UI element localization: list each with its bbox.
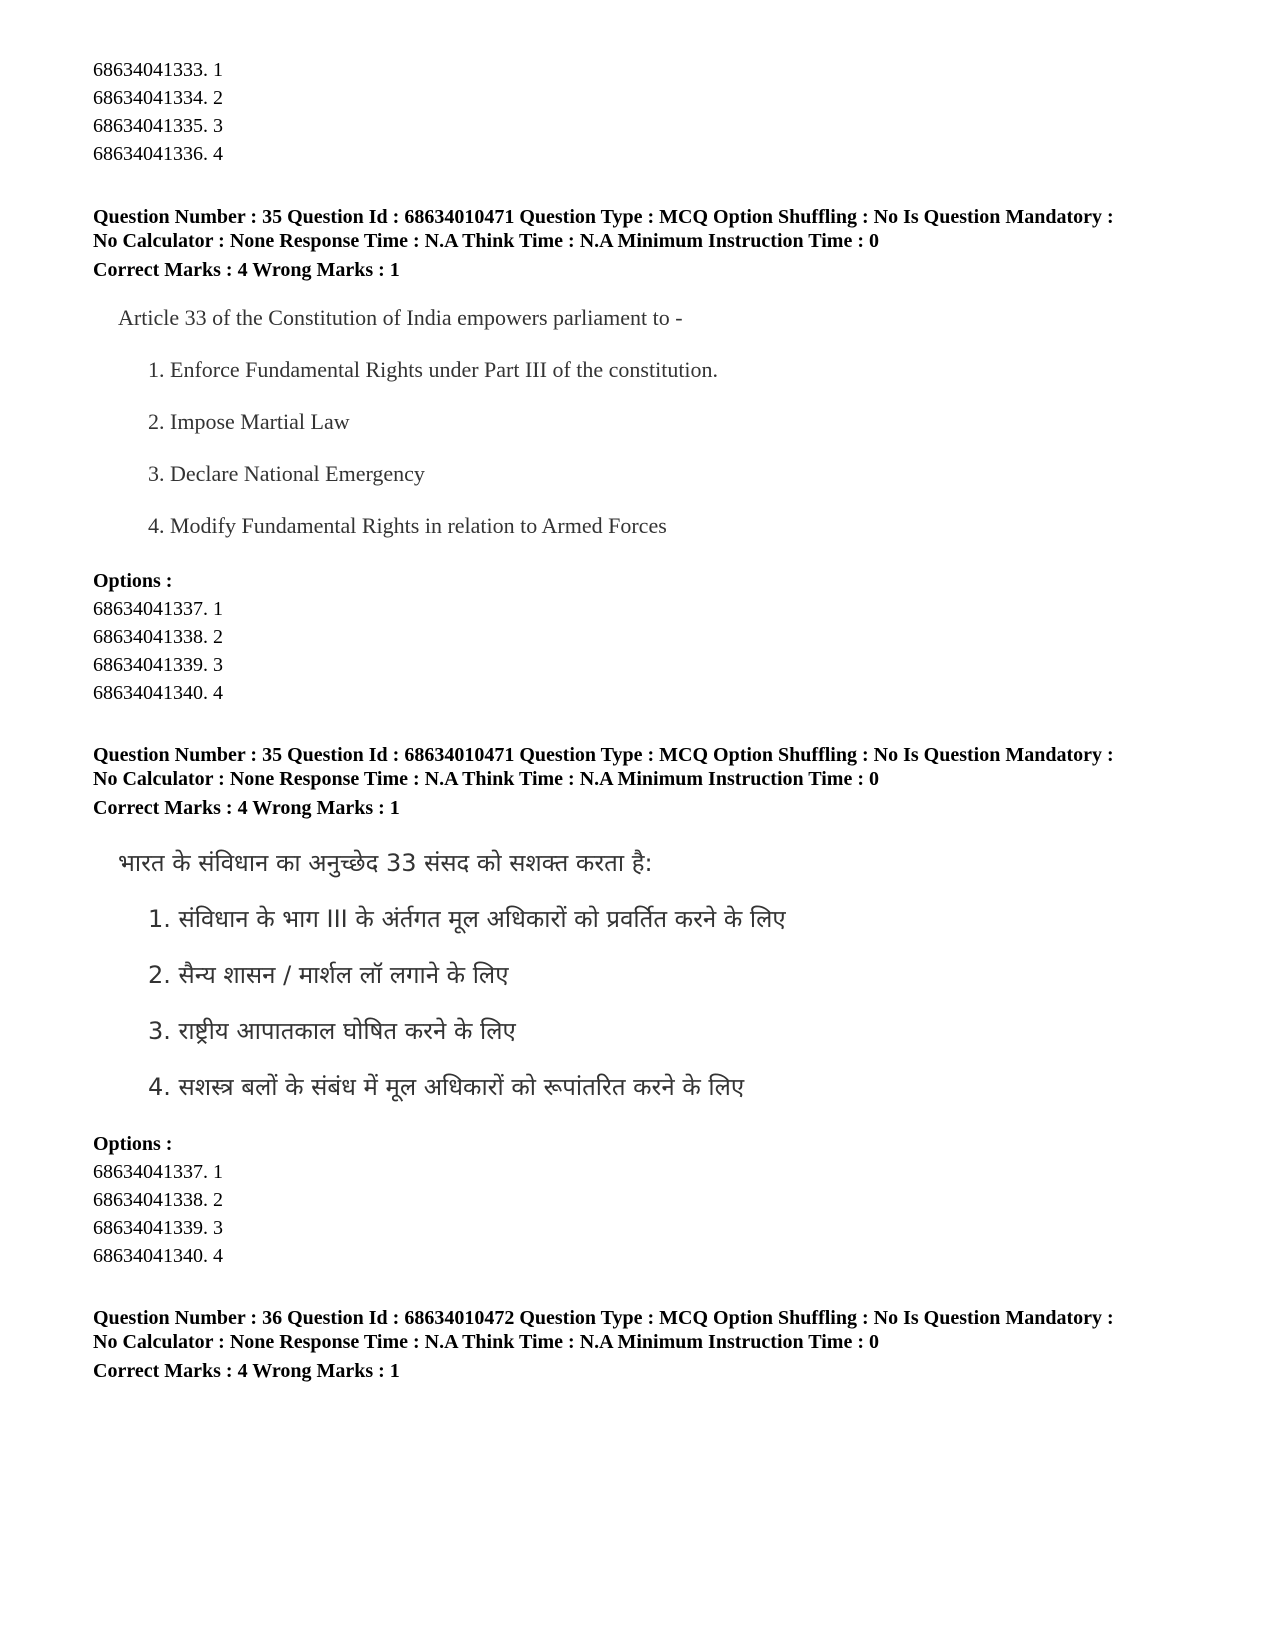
option-line: 68634041336. 4 bbox=[93, 143, 223, 165]
question-marks: Correct Marks : 4 Wrong Marks : 1 bbox=[93, 259, 400, 281]
options-section bbox=[93, 1130, 1213, 1270]
question-statement: 3. राष्ट्रीय आपातकाल घोषित करने के लिए bbox=[148, 1017, 516, 1045]
option-line: 68634041340. 4 bbox=[93, 1245, 223, 1267]
question-statement: 2. Impose Martial Law bbox=[148, 409, 350, 434]
question-header bbox=[93, 205, 1213, 284]
question-stem: Article 33 of the Constitution of India empowers parliament to - bbox=[118, 305, 683, 330]
option-line: 68634041339. 3 bbox=[93, 1217, 223, 1239]
question-meta-line-2: No Calculator : None Response Time : N.A Think Time : N.A Minimum Instruction Time : 0 bbox=[93, 230, 879, 252]
option-line: 68634041337. 1 bbox=[93, 598, 223, 620]
question-statement: 3. Declare National Emergency bbox=[148, 461, 425, 486]
option-line: 68634041338. 2 bbox=[93, 1189, 223, 1211]
question-meta-line-2: No Calculator : None Response Time : N.A Think Time : N.A Minimum Instruction Time : 0 bbox=[93, 1331, 879, 1353]
question-statement: 4. सशस्त्र बलों के संबंध में मूल अधिकारों को रूपांतरित करने के लिए bbox=[148, 1073, 745, 1101]
question-meta-line-2: No Calculator : None Response Time : N.A Think Time : N.A Minimum Instruction Time : 0 bbox=[93, 768, 879, 790]
option-line: 68634041340. 4 bbox=[93, 682, 223, 704]
question-statement: 1. Enforce Fundamental Rights under Part III of the constitution. bbox=[148, 357, 719, 382]
option-line: 68634041339. 3 bbox=[93, 654, 223, 676]
option-line: 68634041333. 1 bbox=[93, 59, 223, 81]
question-body bbox=[118, 303, 1018, 541]
question-body-hindi bbox=[118, 846, 1018, 1104]
question-stem: भारत के संविधान का अनुच्छेद 33 संसद को सशक्त करता है: bbox=[118, 849, 653, 877]
question-marks: Correct Marks : 4 Wrong Marks : 1 bbox=[93, 1360, 400, 1382]
question-header bbox=[93, 743, 1213, 822]
option-line: 68634041334. 2 bbox=[93, 87, 223, 109]
question-meta-line-1: Question Number : 35 Question Id : 68634010471 Question Type : MCQ Option Shuffling : No Is Question Mandatory : bbox=[93, 206, 1114, 228]
option-line: 68634041335. 3 bbox=[93, 115, 223, 137]
top-options-list bbox=[93, 56, 1213, 168]
options-section bbox=[93, 567, 1213, 707]
question-meta-line-1: Question Number : 35 Question Id : 68634010471 Question Type : MCQ Option Shuffling : No Is Question Mandatory : bbox=[93, 744, 1114, 766]
question-statement: 2. सैन्य शासन / मार्शल लॉ लगाने के लिए bbox=[148, 961, 509, 989]
question-statement: 4. Modify Fundamental Rights in relation to Armed Forces bbox=[148, 513, 667, 538]
options-label: Options : bbox=[93, 570, 173, 592]
options-label: Options : bbox=[93, 1133, 173, 1155]
option-line: 68634041337. 1 bbox=[93, 1161, 223, 1183]
question-statement: 1. संविधान के भाग III के अंर्तगत मूल अधिकारों को प्रवर्तित करने के लिए bbox=[148, 905, 786, 933]
option-line: 68634041338. 2 bbox=[93, 626, 223, 648]
question-header bbox=[93, 1306, 1213, 1385]
question-meta-line-1: Question Number : 36 Question Id : 68634010472 Question Type : MCQ Option Shuffling : No Is Question Mandatory : bbox=[93, 1307, 1114, 1329]
question-marks: Correct Marks : 4 Wrong Marks : 1 bbox=[93, 797, 400, 819]
